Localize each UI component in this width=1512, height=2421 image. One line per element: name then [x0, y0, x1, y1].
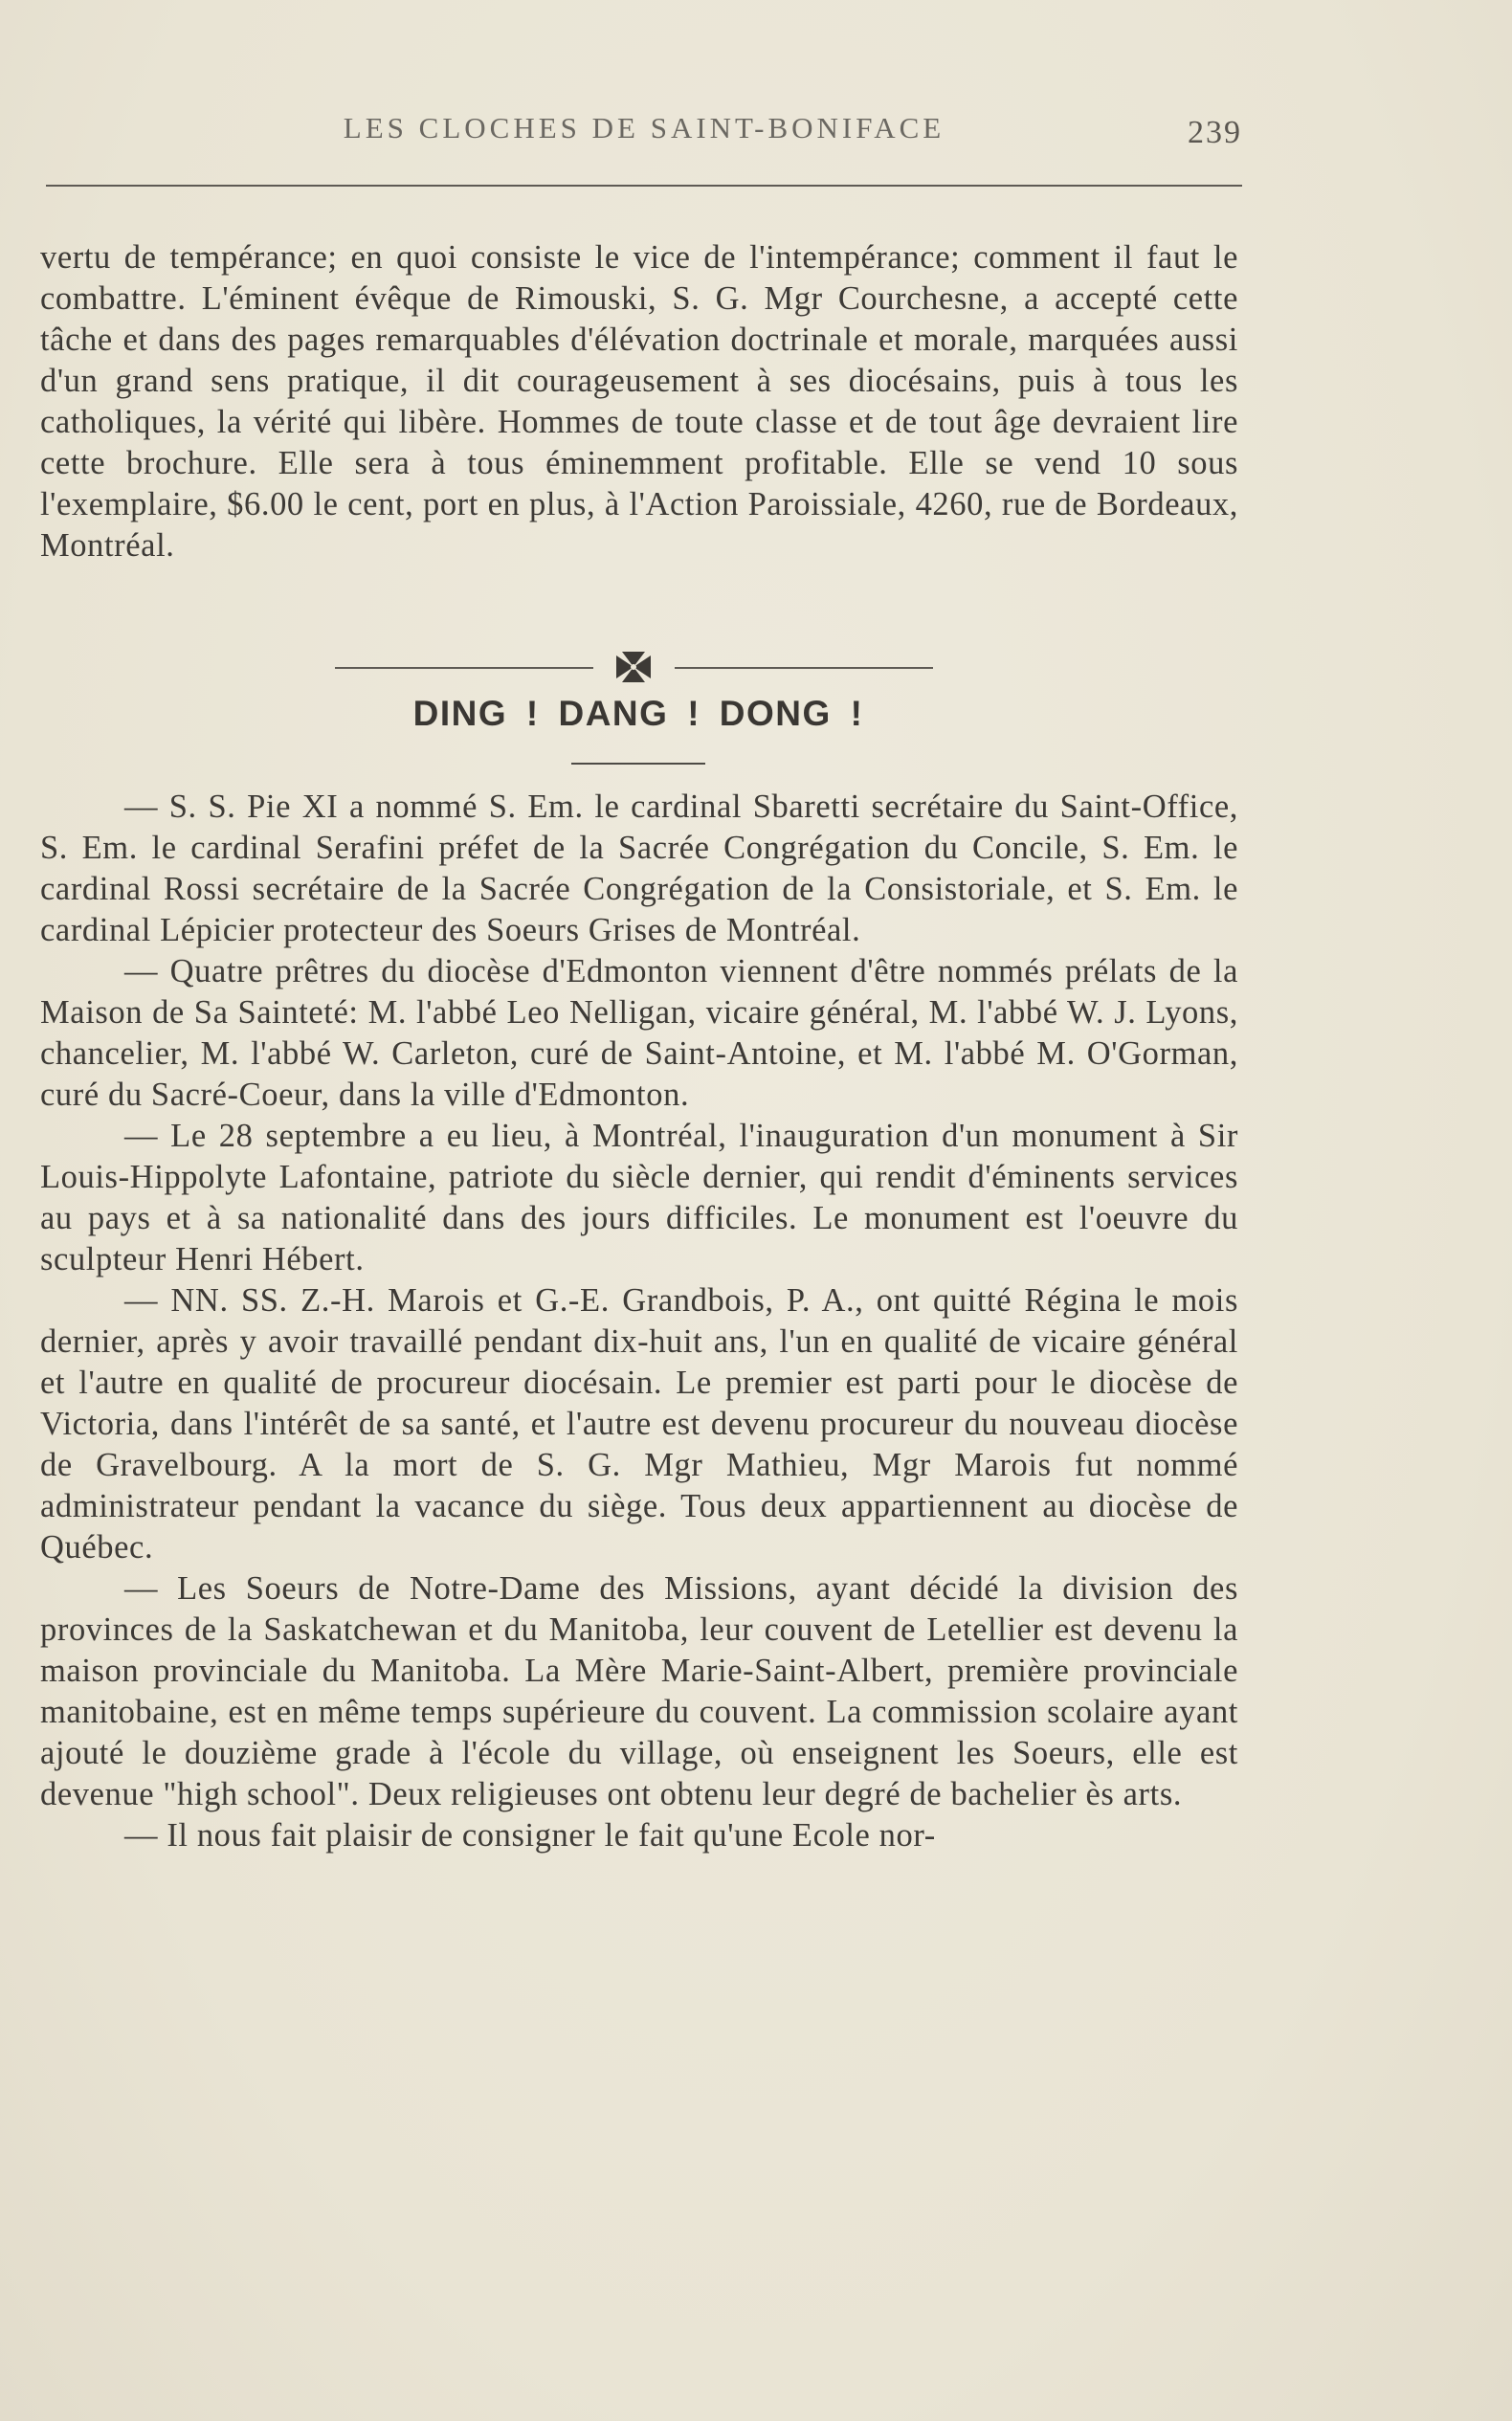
page-header	[46, 107, 1242, 155]
news-item: — Quatre prêtres du diocèse d'Edmonton viennent d'être nommés prélats de la Maison de Sa Sainteté: M. l'abbé Leo Nelligan, vicaire général, M. l'abbé W. J. Lyons, chancelier, M. l'abbé W. Carleton, curé de Saint-Antoine, et M. l'abbé M. O'Gorman, curé du Sacré-Coeur, dans la ville d'Edmonton.	[40, 953, 1238, 1113]
intro-paragraph	[40, 237, 1238, 566]
page-number: 239	[1188, 115, 1242, 150]
header-rule	[46, 185, 1242, 187]
maltese-cross-icon	[612, 648, 655, 686]
intro-text: vertu de tempérance; en quoi consiste le vice de l'intempérance; comment il faut le combattre. L'éminent évêque de Rimouski, S. G. Mgr Courchesne, a accepté cette tâche et dans des pages remarquables d'élévation doctrinale et morale, marquées aussi d'un grand sens pratique, il dit courageusement à ses diocésains, puis à tous les catholiques, la vérité qui libère. Hommes de toute classe et de tout âge devraient lire cette brochure. Elle sera à tous éminemment profitable. Elle se vend 10 sous l'exemplaire, $6.00 le cent, port en plus, à l'Action Paroissiale, 4260, rue de Bordeaux, Montréal.	[40, 239, 1238, 564]
separator-line-right	[675, 667, 933, 669]
news-item: — S. S. Pie XI a nommé S. Em. le cardinal Sbaretti secrétaire du Saint-Office, S. Em. le cardinal Serafini préfet de la Sacrée Congrégation du Concile, S. Em. le cardinal Rossi secrétaire de la Sacrée Congrégation de la Consistoriale, et S. Em. le cardinal Lépicier protecteur des Soeurs Grises de Montréal.	[40, 788, 1238, 948]
news-item: — Le 28 septembre a eu lieu, à Montréal, l'inauguration d'un monument à Sir Louis-Hippolyte Lafontaine, patriote du siècle dernier, qui rendit d'éminents services au pays et à sa nationalité dans des jours difficiles. Le monument est l'oeuvre du sculpteur Henri Hébert.	[40, 1118, 1238, 1277]
news-item: — Les Soeurs de Notre-Dame des Missions, ayant décidé la division des provinces de la Saskatchewan et du Manitoba, leur couvent de Letellier est devenu la maison provinciale du Manitoba. La Mère Marie-Saint-Albert, première provinciale manitobaine, est en même temps supérieure du couvent. La commission scolaire ayant ajouté le douzième grade à l'école du village, où enseignent les Soeurs, elle est devenue "high school". Deux religieuses ont obtenu leur degré de bachelier ès arts.	[40, 1570, 1238, 1812]
separator-line-left	[335, 667, 593, 669]
title-underrule	[571, 763, 705, 765]
section-separator	[335, 648, 933, 686]
running-title: LES CLOCHES DE SAINT-BONIFACE	[343, 111, 945, 144]
news-item: — Il nous fait plaisir de consigner le fait qu'une Ecole nor-	[124, 1817, 936, 1854]
news-item: — NN. SS. Z.-H. Marois et G.-E. Grandbois, P. A., ont quitté Régina le mois dernier, après y avoir travaillé pendant dix-huit ans, l'un en qualité de vicaire général et l'autre en qualité de procureur diocésain. Le premier est parti pour le diocèse de Victoria, dans l'intérêt de sa santé, et l'autre est devenu procureur du nouveau diocèse de Gravelbourg. A la mort de S. G. Mgr Mathieu, Mgr Marois fut nommé administrateur pendant la vacance du siège. Tous deux appartiennent au diocèse de Québec.	[40, 1282, 1238, 1566]
section-title: DING ! DANG ! DONG !	[412, 694, 864, 733]
news-section	[40, 787, 1238, 1856]
